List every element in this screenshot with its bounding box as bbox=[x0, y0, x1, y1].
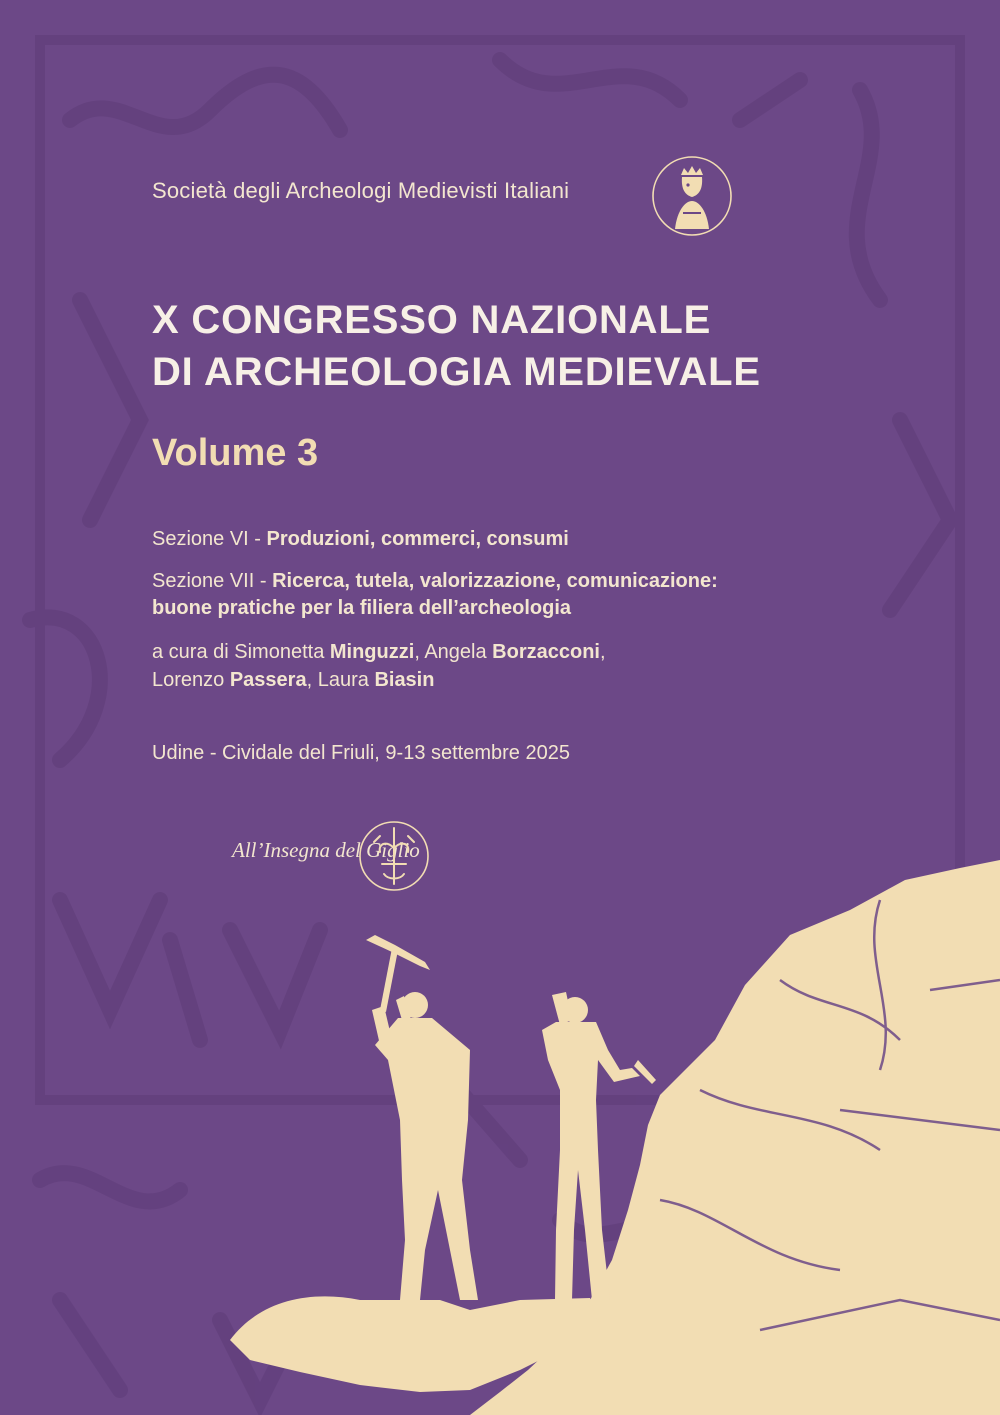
editor-3-first: Lorenzo bbox=[152, 669, 230, 691]
editors bbox=[152, 638, 606, 694]
congress-title bbox=[152, 294, 761, 398]
society-name: Società degli Archeologi Medievisti Italiani bbox=[152, 178, 570, 203]
section-vii-name-continued: buone pratiche per la filiera dell’archeologia bbox=[152, 597, 572, 619]
editor-1-first: Simonetta bbox=[234, 641, 330, 663]
editors-intro: a cura di bbox=[152, 641, 235, 663]
editor-separator: , bbox=[599, 641, 606, 663]
section-vii bbox=[152, 568, 718, 622]
worker-with-pickaxe bbox=[366, 935, 478, 1300]
editor-4-first: Laura bbox=[317, 669, 375, 691]
editor-3-last: Passera bbox=[229, 669, 307, 691]
section-vii-name: Ricerca, tutela, valorizzazione, comunicazione: bbox=[272, 570, 718, 592]
title-line-1: X CONGRESSO NAZIONALE bbox=[152, 298, 712, 342]
crowned-king-seal-icon bbox=[651, 155, 733, 237]
editor-separator: , bbox=[306, 669, 318, 691]
section-vi bbox=[152, 526, 569, 553]
editor-separator: , bbox=[414, 641, 425, 663]
event-place-date: Udine - Cividale del Friuli, 9-13 settembre 2025 bbox=[152, 742, 570, 764]
editor-2-last: Borzacconi bbox=[492, 641, 600, 663]
editor-2-first: Angela bbox=[424, 641, 493, 663]
editor-1-last: Minguzzi bbox=[329, 641, 415, 663]
volume-label: Volume 3 bbox=[152, 432, 319, 474]
section-vi-name: Produzioni, commerci, consumi bbox=[266, 528, 569, 550]
editor-4-last: Biasin bbox=[374, 669, 435, 691]
section-vi-prefix: Sezione VI - bbox=[152, 528, 267, 550]
publisher-name: All’Insegna del Giglio bbox=[232, 838, 420, 862]
title-line-2: DI ARCHEOLOGIA MEDIEVALE bbox=[152, 350, 761, 394]
section-vii-prefix: Sezione VII - bbox=[152, 570, 273, 592]
archaeologists-illustration bbox=[0, 860, 1000, 1415]
